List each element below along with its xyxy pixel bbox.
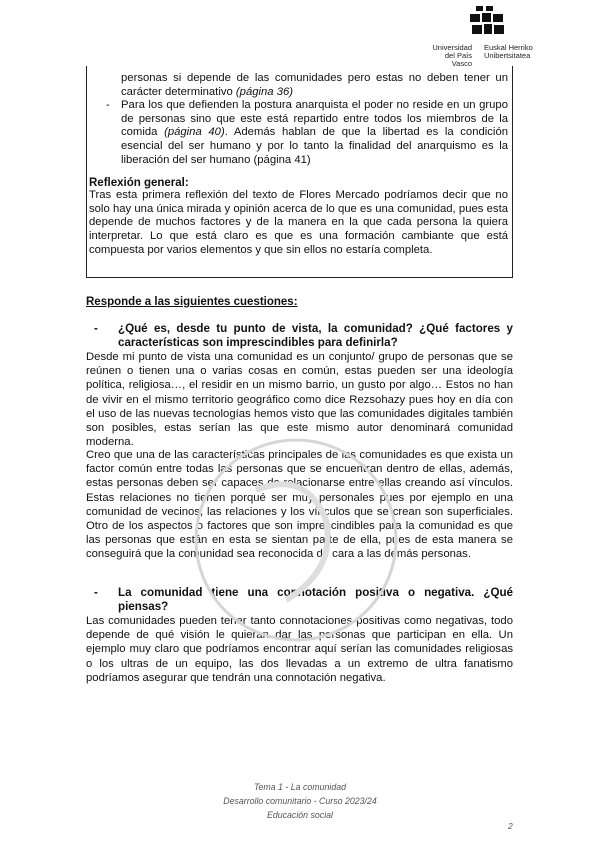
university-logo	[424, 4, 544, 68]
footer-topic: Tema 1 - La comunidad	[253, 782, 347, 792]
question-1: - ¿Qué es, desde tu punto de vista, la comunidad? ¿Qué factores y características son imprescindibles para definirla?	[94, 322, 513, 349]
logo-text-eu: Euskal Herriko Unibertsitatea	[484, 43, 533, 60]
logo-text-es: Universidad del País Vasco	[432, 43, 472, 68]
page-number: 2	[508, 821, 513, 831]
bullet-dash: -	[106, 99, 110, 112]
bullet-dash: -	[94, 586, 98, 599]
bullet-dash: -	[94, 322, 98, 335]
university-emblem-icon	[462, 4, 512, 36]
footer-degree: Educación social	[266, 810, 333, 820]
reflection-box	[86, 66, 513, 278]
box-bullet-anarchist: - Para los que defienden la postura anarquista el poder no reside en un grupo de personas sino que este está repartido entre todos los miembros de la comida (página 40). Además hablan de que la libertad es la condición esencial del ser humano y por lo tanto la finalidad del anarquismo es la liberación del ser humano (página 41)	[106, 99, 509, 166]
section-heading: Responde a las siguientes cuestiones:	[86, 296, 298, 308]
reflection-text: Tras esta primera reflexión del texto de Flores Mercado podríamos decir que no solo hay una única mirada y opinión acerca de lo que es una comunidad, pues esta depende de muchos factores y de la manera en la que cada persona la quiera interpretar. Lo que está claro es que es una formación cambiante que está compuesta por varios elementos y que sin ellos no estaría completa.	[89, 189, 508, 256]
box-continuation-text: personas si depende de las comunidades pero estas no deben tener un carácter determinativo (página 36)	[121, 72, 508, 98]
reflection-title: Reflexión general:	[89, 177, 189, 190]
question-2: - La comunidad tiene una connotación positiva o negativa. ¿Qué piensas?	[94, 586, 513, 613]
answer-1-paragraph-1: Desde mi punto de vista una comunidad es un conjunto/ grupo de personas que se reúnen o tienen una o varias cosas en común, estas pueden ser una ideología política, religiosa…, el residir en un mismo barrio, un gusto por algo… Estos no han de vivir en el mismo territorio geográfico como dice Rezsohazy pues hoy en día con el uso de las nuevas tecnologías hemos visto que las comunidades digitales también son posibles, estas serían las que este mismo autor denominará comunidad moderna.	[86, 351, 513, 449]
answer-1-paragraph-2: Creo que una de las características principales de las comunidades es que exista un factor común entre todas las personas que se encuentran dentro de ellas, además, estas personas deben ser capaces de relacionarse entre ellas creando así vínculos. Estas relaciones no tienen porqué ser muy personales pues por ejemplo en una comunidad de vecinos, las relaciones y los vínculos que se crean son superficiales. Otro de los aspectos o factores que son imprescindibles para la comunidad es que las personas que están en esta se sientan parte de ella, pues de esta manera se conseguirá que la comunidad sea reconocida de cara a las demás personas.	[86, 449, 513, 561]
watermark-seal-icon	[186, 430, 406, 650]
footer-course: Desarrollo comunitario - Curso 2023/24	[223, 796, 377, 806]
answer-2-paragraph-1: Las comunidades pueden tener tanto connotaciones positivas como negativas, todo depende de qué visión le quieran dar las personas que participan en ella. Un ejemplo muy claro que podríamos encontrar aquí serían las comunidades religiosas o los ultras de un equipo, las dos llevadas a un extremo de ultra fanatismo podríamos asegurar que tendrán una connotación negativa.	[86, 615, 513, 684]
